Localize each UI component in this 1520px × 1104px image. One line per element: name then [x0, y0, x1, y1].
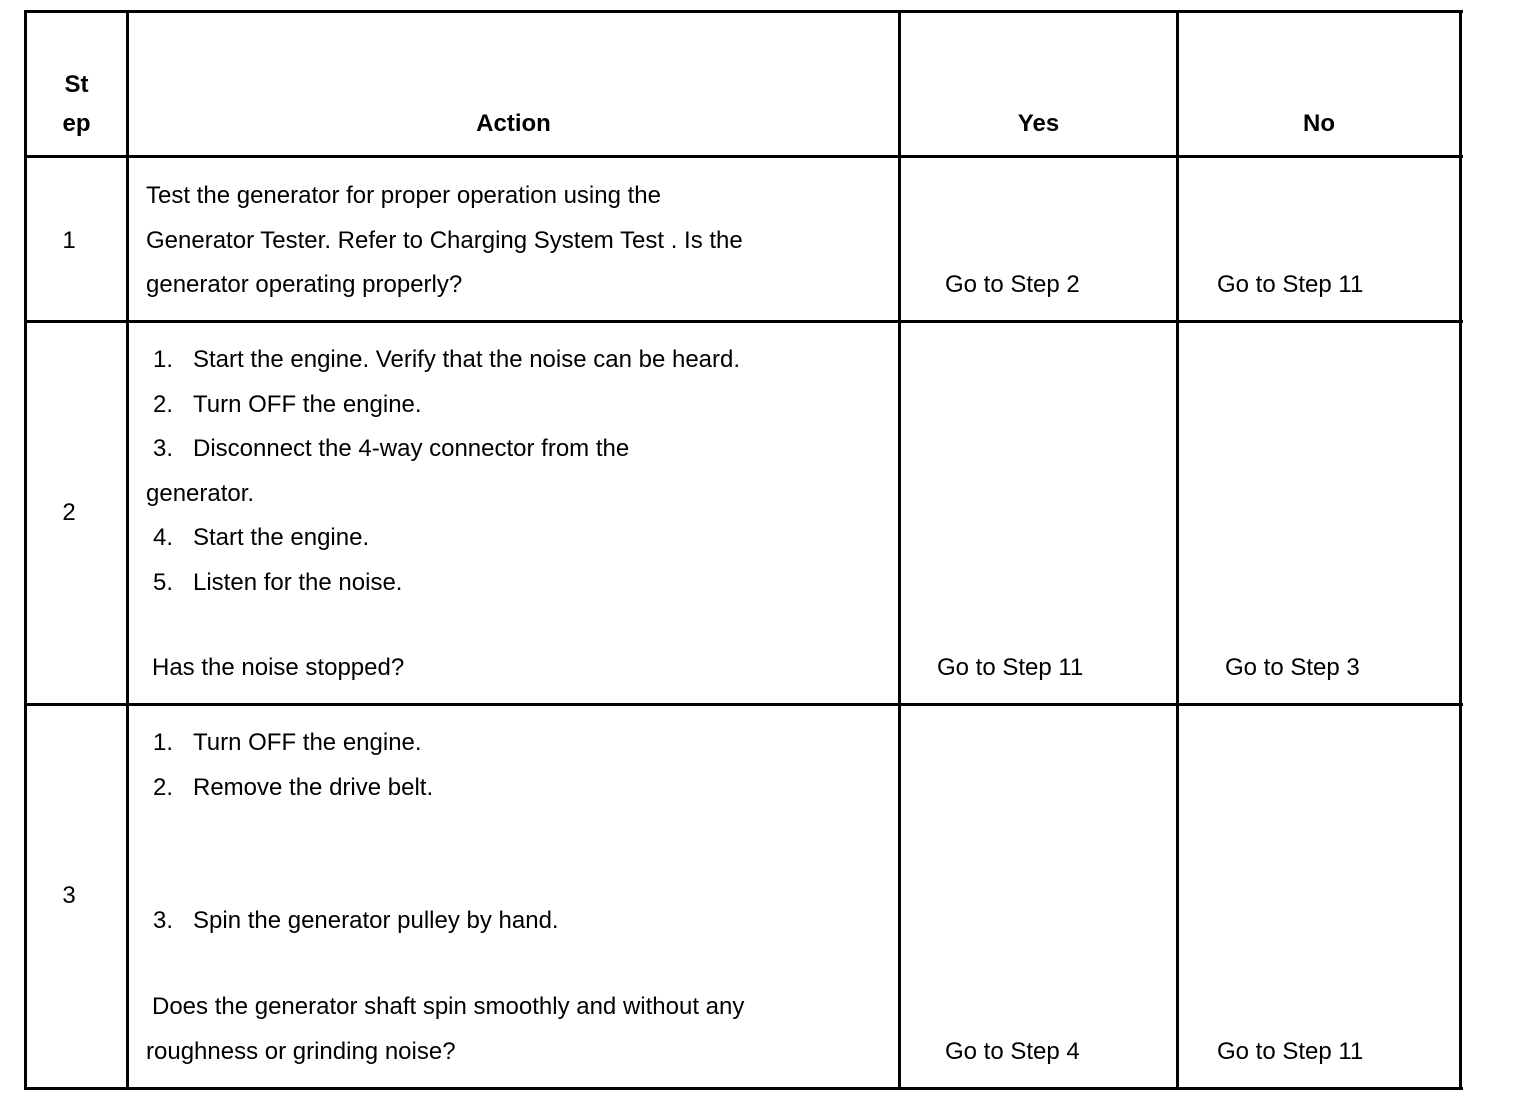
step-number: 1: [62, 227, 76, 254]
question-text: Has the noise stopped?: [152, 654, 405, 681]
question-text: Does the generator shaft spin smoothly and without any: [152, 993, 745, 1020]
row1-divider: [24, 320, 1463, 323]
list-item-text: Disconnect the 4-way connector from the: [193, 435, 630, 462]
no-result: Go to Step 3: [1225, 654, 1360, 681]
header-action: Action: [476, 110, 551, 137]
list-item-number: 4.: [152, 524, 173, 551]
header-step-line1: St: [64, 71, 89, 98]
list-item-number: 3.: [152, 435, 173, 462]
step-number: 3: [62, 882, 76, 909]
list-item-number: 3.: [152, 907, 173, 934]
list-item-text: Turn OFF the engine.: [193, 391, 422, 418]
header-step-line2: ep: [62, 110, 91, 137]
list-item-number: 2.: [152, 774, 173, 801]
list-item-text: Start the engine.: [193, 524, 370, 551]
no-result: Go to Step 11: [1217, 1038, 1364, 1065]
col-divider-action: [898, 10, 901, 1090]
list-item-text: Spin the generator pulley by hand.: [193, 907, 559, 934]
list-item-number: 5.: [152, 569, 173, 596]
list-item-text: Listen for the noise.: [193, 569, 403, 596]
table-border-bottom: [24, 1087, 1463, 1090]
col-divider-yes: [1176, 10, 1179, 1090]
col-divider-step: [126, 10, 129, 1090]
list-item-text: generator.: [146, 480, 255, 507]
list-item-text: Turn OFF the engine.: [193, 729, 422, 756]
no-result: Go to Step 11: [1217, 271, 1364, 298]
yes-result: Go to Step 2: [945, 271, 1080, 298]
table-border-right: [1459, 10, 1462, 1090]
action-text-line: generator operating properly?: [146, 271, 463, 298]
header-no: No: [1303, 110, 1335, 137]
list-item-text: Start the engine. Verify that the noise can be heard.: [193, 346, 741, 373]
list-item-number: 1.: [152, 346, 173, 373]
list-item-text: Remove the drive belt.: [193, 774, 434, 801]
yes-result: Go to Step 11: [937, 654, 1084, 681]
action-text-line: Generator Tester. Refer to Charging System Test . Is the: [146, 227, 743, 254]
list-item-number: 1.: [152, 729, 173, 756]
table-border-left: [24, 10, 27, 1090]
question-text: roughness or grinding noise?: [146, 1038, 456, 1065]
table-border-top: [24, 10, 1463, 13]
row2-divider: [24, 703, 1463, 706]
header-divider: [24, 155, 1463, 158]
header-yes: Yes: [1017, 110, 1060, 137]
list-item-number: 2.: [152, 391, 173, 418]
step-number: 2: [62, 499, 76, 526]
action-text-line: Test the generator for proper operation using the: [146, 182, 661, 209]
yes-result: Go to Step 4: [945, 1038, 1080, 1065]
